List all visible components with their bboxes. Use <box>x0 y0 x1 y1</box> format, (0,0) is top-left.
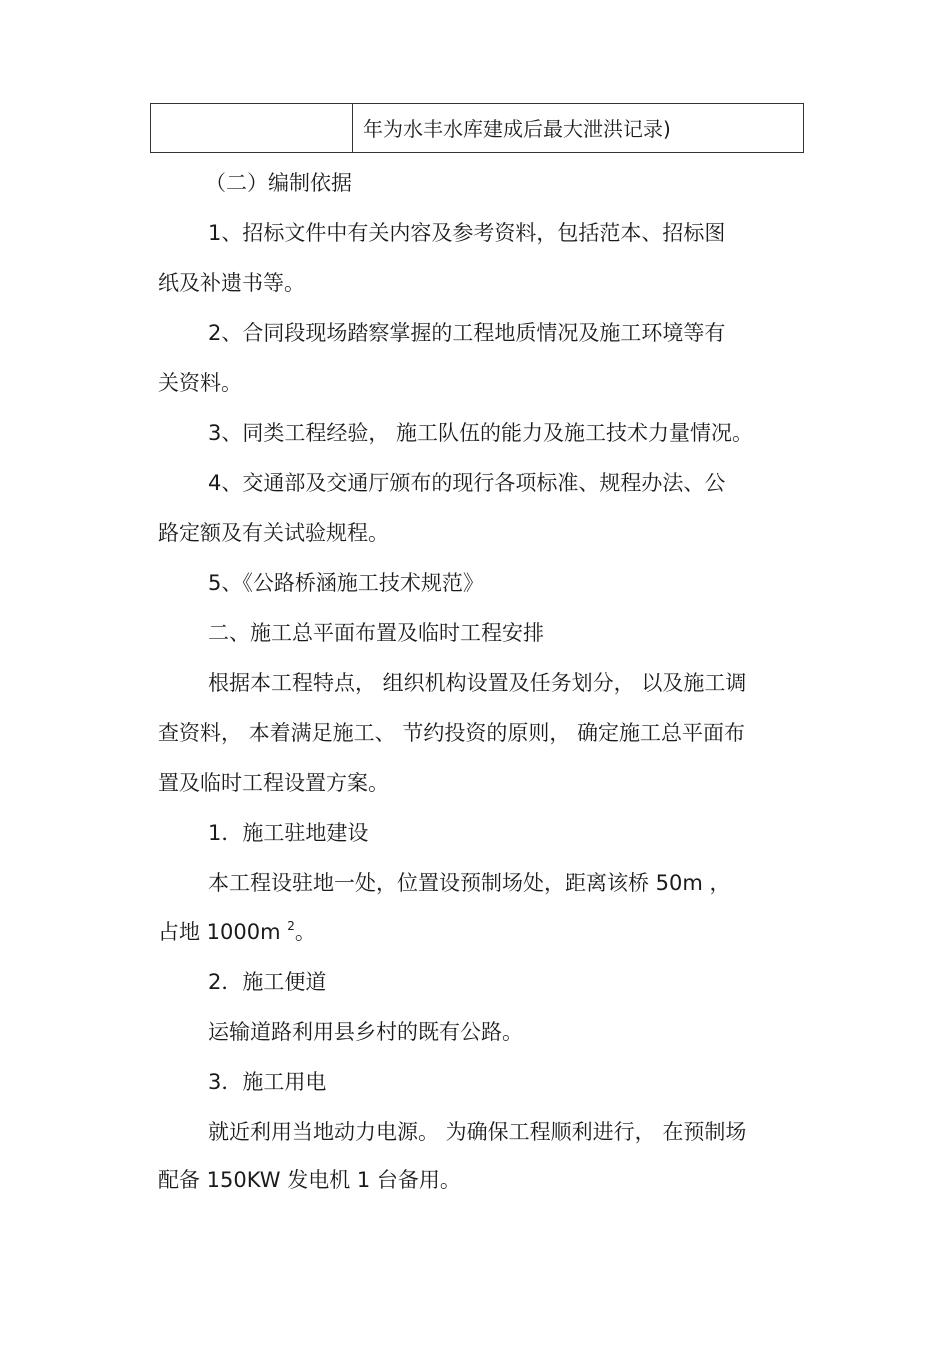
paragraph-line: 3、同类工程经验， 施工队伍的能力及施工技术力量情况。 <box>208 421 754 445</box>
subsection-heading-road: 2．施工便道 <box>208 970 327 994</box>
section-heading-layout: 二、施工总平面布置及临时工程安排 <box>208 621 544 645</box>
table-cell-empty <box>151 104 353 152</box>
paragraph-line: 根据本工程特点， 组织机构设置及任务划分， 以及施工调 <box>208 671 747 695</box>
paragraph-line: 就近利用当地动力电源。 为确保工程顺利进行， 在预制场 <box>208 1120 747 1144</box>
paragraph-line <box>158 919 316 944</box>
paragraph-line: 配备 150KW 发电机 1 台备用。 <box>158 1168 461 1192</box>
paragraph-line: 4、交通部及交通厅颁布的现行各项标准、规程办法、公 <box>208 471 726 495</box>
table-cell-text: 年为水丰水库建成后最大泄洪记录) <box>363 117 671 141</box>
area-text: 占地 1000m <box>158 920 288 944</box>
superscript-2: 2 <box>287 919 295 933</box>
paragraph-line: 路定额及有关试验规程。 <box>158 521 389 545</box>
paragraph-line: 关资料。 <box>158 371 242 395</box>
paragraph-line: 纸及补遗书等。 <box>158 271 305 295</box>
paragraph-line: 查资料， 本着满足施工、 节约投资的原则， 确定施工总平面布 <box>158 721 746 745</box>
paragraph-line: 置及临时工程设置方案。 <box>158 771 389 795</box>
subsection-heading-power: 3．施工用电 <box>208 1070 327 1094</box>
paragraph-line: 5、《公路桥涵施工技术规范》 <box>208 571 484 595</box>
paragraph-line: 2、合同段现场踏察掌握的工程地质情况及施工环境等有 <box>208 321 726 345</box>
table-row <box>150 103 804 153</box>
paragraph-line: 运输道路利用县乡村的既有公路。 <box>208 1020 523 1044</box>
section-heading-basis: （二）编制依据 <box>205 171 352 195</box>
period-text: 。 <box>294 920 316 944</box>
paragraph-line: 1、招标文件中有关内容及参考资料，包括范本、招标图 <box>208 221 726 245</box>
subsection-heading-camp: 1．施工驻地建设 <box>208 821 369 845</box>
paragraph-line: 本工程设驻地一处，位置设预制场处，距离该桥 50m ， <box>208 871 731 895</box>
